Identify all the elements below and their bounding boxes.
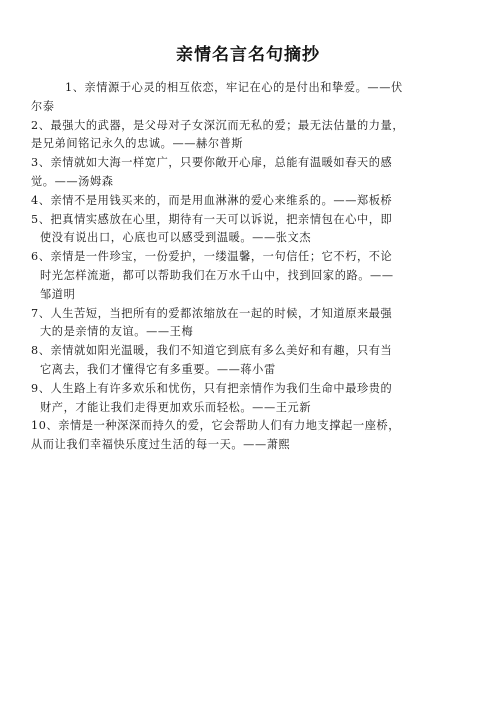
document-body bbox=[31, 79, 467, 455]
quote-9-line-2: 财产，才能让我们走得更加欢乐而轻松。——王元新 bbox=[40, 400, 312, 414]
quote-3-line-1: 3、亲情就如大海一样宽广，只要你敞开心扉，总能有温暖如春天的感 bbox=[31, 156, 393, 170]
quote-6-line-1: 6、亲情是一件珍宝，一份爱护，一缕温馨，一句信任；它不朽，不论 bbox=[31, 250, 393, 264]
quote-6-line-3: 邹道明 bbox=[40, 287, 76, 301]
quote-8-line-1: 8、亲情就如阳光温暖，我们不知道它到底有多么美好和有趣，只有当 bbox=[31, 344, 393, 358]
quote-9-line-1: 9、人生路上有许多欢乐和忧伤，只有把亲情作为我们生命中最珍贵的 bbox=[31, 381, 393, 395]
quote-2-line-2: 是兄弟间铭记永久的忠诚。——赫尔普斯 bbox=[31, 137, 244, 151]
page-title: 亲情名言名句摘抄 bbox=[176, 45, 320, 65]
quote-10-line-1: 10、亲情是一种深深而持久的爱，它会帮助人们有力地支撑起一座桥， bbox=[31, 419, 401, 433]
quote-2-line-1: 2、最强大的武器，是父母对子女深沉而无私的爱；最无法估量的力量， bbox=[31, 118, 405, 132]
quote-6-line-2: 时光怎样流逝，都可以帮助我们在万水千山中，找到回家的路。—— bbox=[40, 268, 394, 282]
quote-3-line-2: 觉。——汤姆森 bbox=[31, 174, 114, 188]
quote-5-line-1: 5、把真情实感放在心里，期待有一天可以诉说，把亲情包在心中，即 bbox=[31, 212, 393, 226]
quote-1-line-1: 1、亲情源于心灵的相互依恋，牢记在心的是付出和挚爱。——伏 bbox=[65, 81, 403, 94]
quote-7-line-2: 大的是亲情的友谊。——王梅 bbox=[40, 325, 194, 339]
quote-8-line-2: 它离去，我们才懂得它有多重要。——蒋小雷 bbox=[40, 362, 276, 376]
quote-10-line-2: 从而让我们幸福快乐度过生活的每一天。——萧熙 bbox=[31, 438, 291, 452]
quote-5-line-2: 使没有说出口，心底也可以感受到温暖。——张文杰 bbox=[40, 231, 312, 245]
quote-1-line-2: 尔泰 bbox=[31, 99, 55, 113]
quote-4-line-1: 4、亲情不是用钱买来的，而是用血淋淋的爱心来维系的。——郑板桥 bbox=[31, 193, 393, 207]
quote-7-line-1: 7、人生苦短，当把所有的爱都浓缩放在一起的时候，才知道原来最强 bbox=[31, 306, 393, 320]
